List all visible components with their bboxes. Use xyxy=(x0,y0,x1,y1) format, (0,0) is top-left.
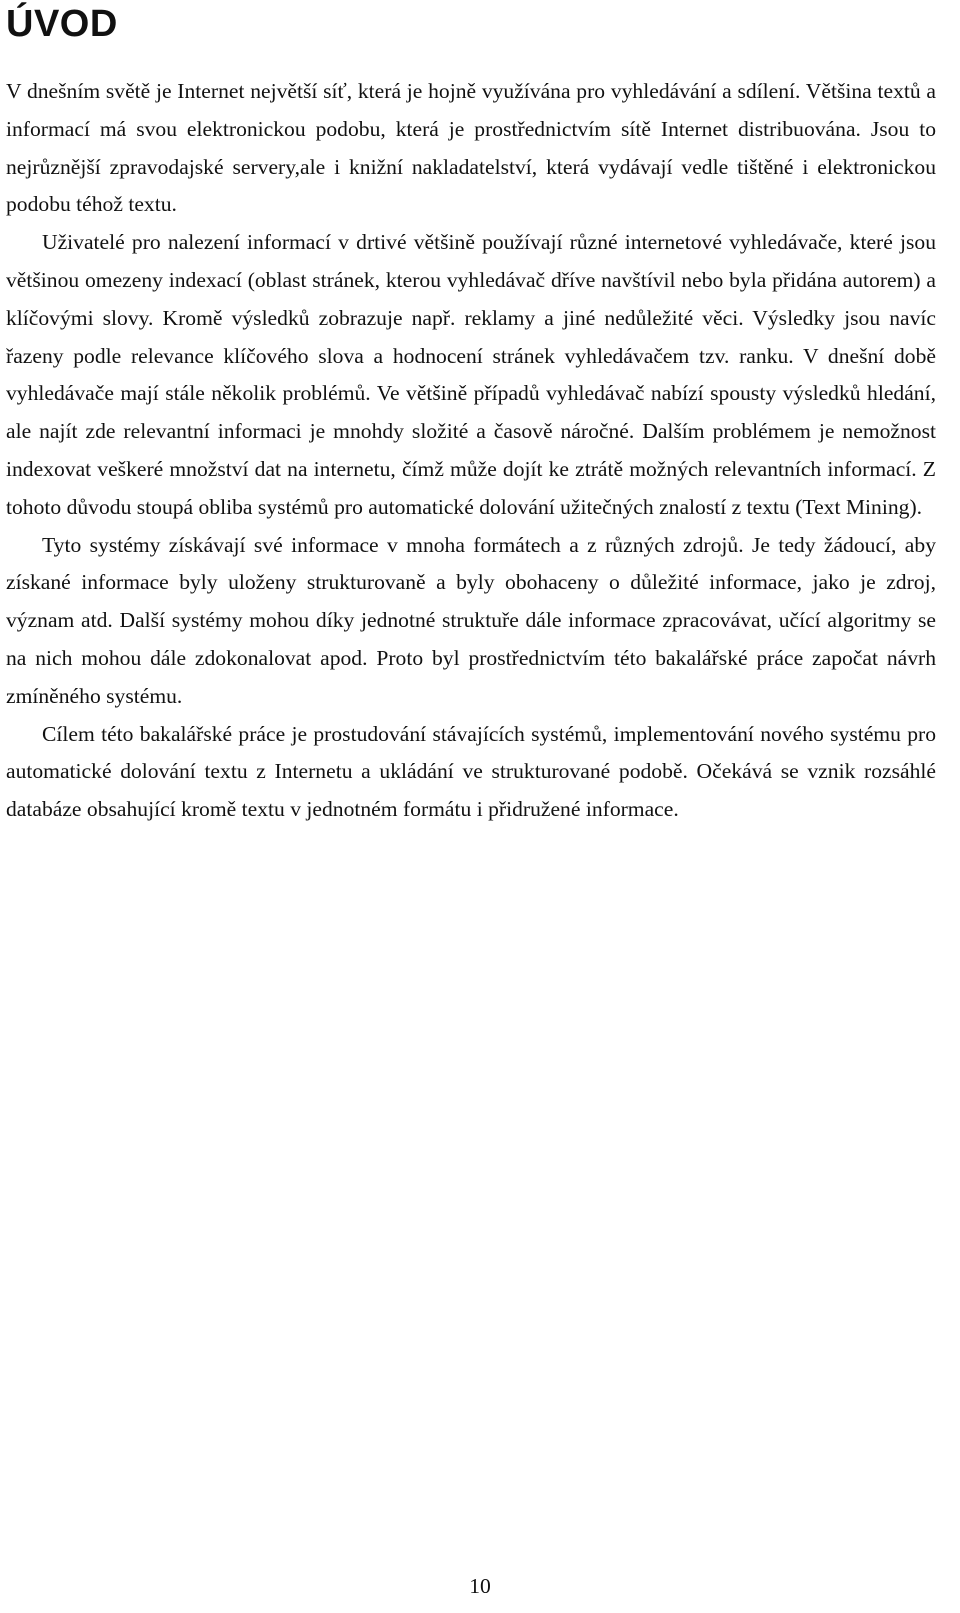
page-content xyxy=(6,0,936,829)
page-number: 10 xyxy=(469,1574,491,1598)
paragraph-goal: Cílem této bakalářské práce je prostudování stávajících systémů, implementování nového systému pro automatické dolování textu z Internetu a ukládání ve strukturované podobě. Očekává se vznik rozsáhlé databáze obsahující kromě textu v jednotném formátu i přidružené informace. xyxy=(6,721,936,822)
paragraph-systems: Tyto systémy získávají své informace v mnoha formátech a z různých zdrojů. Je tedy žádoucí, aby získané informace byly uloženy strukturovaně a byly obohaceny o důležité informace, jako je zdroj, význam atd. Další systémy mohou díky jednotné struktuře dále informace zpracovávat, učící algoritmy se na nich mohou dále zdokonalovat apod. Proto byl prostřednictvím této bakalářské práce započat návrh zmíněného systému. xyxy=(6,532,936,708)
paragraph-intro: V dnešním světě je Internet největší síť, která je hojně využívána pro vyhledávání a sdílení. Většina textů a informací má svou elektronickou podobu, která je prostřednictvím sítě Internet distribuována. Jsou to nejrůznější zpravodajské servery,ale i knižní nakladatelství, která vydávají vedle tištěné i elektronickou podobu téhož textu. xyxy=(6,79,936,217)
chapter-title: ÚVOD xyxy=(6,3,118,45)
paragraph-search-engines: Uživatelé pro nalezení informací v drtivé většině používají různé internetové vyhledávače, které jsou většinou omezeny indexací (oblast stránek, kterou vyhledávač dříve navštívil nebo byla přidána autorem) a klíčovými slovy. Kromě výsledků zobrazuje např. reklamy a jiné nedůležité věci. Výsledky jsou navíc řazeny podle relevance klíčového slova a hodnocení stránek vyhledávačem tzv. ranku. V dnešní době vyhledávače mají stále několik problémů. Ve většině případů vyhledávač nabízí spousty výsledků hledání, ale najít zde relevantní informaci je mnohdy složité a časově náročné. Dalším problémem je nemožnost indexovat veškeré množství dat na internetu, čímž může dojít ke ztrátě možných relevantních informací. Z tohoto důvodu stoupá obliba systémů pro automatické dolování užitečných znalostí z textu (Text Mining). xyxy=(6,230,936,519)
